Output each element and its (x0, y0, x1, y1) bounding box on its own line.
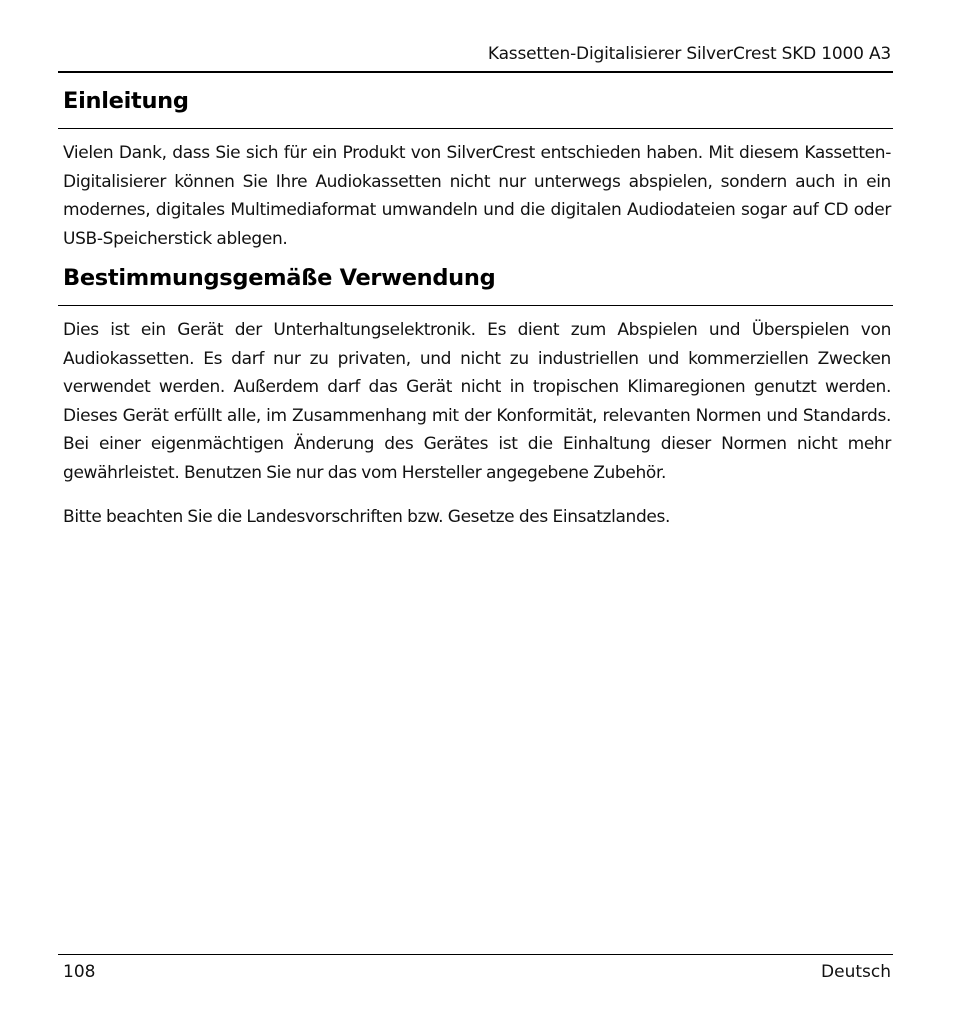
paragraph-landesvorschriften: Bitte beachten Sie die Landesvorschriften bzw. Gesetze des Einsatzlandes. (63, 507, 671, 527)
section-heading-verwendung: Bestimmungsgemäße Verwendung (63, 265, 496, 291)
page-number: 108 (63, 962, 96, 982)
section-heading-rule (58, 305, 893, 306)
header-rule (58, 71, 893, 73)
paragraph-einleitung: Vielen Dank, dass Sie sich für ein Produkt von SilverCrest entschieden haben. Mit diesem Kassetten-Digitalisierer können Sie Ihre Audiokassetten nicht nur unterwegs abspielen, sondern auch in ein modernes, digitales Multimediaformat umwandeln und die digitalen Audiodateien sogar auf CD oder USB-Speicherstick ablegen. (63, 143, 891, 249)
paragraph-verwendung: Dies ist ein Gerät der Unterhaltungselektronik. Es dient zum Abspielen und Überspielen von Audiokassetten. Es darf nur zu privaten, und nicht zu industriellen und kommerziellen Zwecken verwendet werden. Außerdem darf das Gerät nicht in tropischen Klimaregionen genutzt werden. Dieses Gerät erfüllt alle, im Zusammenhang mit der Konformität, relevanten Normen und Standards. Bei einer eigenmächtigen Änderung des Gerätes ist die Einhaltung dieser Normen nicht mehr gewährleistet. Benutzen Sie nur das vom Hersteller angegebene Zubehör. (63, 320, 891, 483)
running-header-title: Kassetten-Digitalisierer SilverCrest SKD 1000 A3 (487, 44, 891, 64)
footer-rule (58, 954, 893, 955)
section-heading-rule (58, 128, 893, 129)
section-heading-einleitung: Einleitung (63, 88, 189, 114)
footer-language: Deutsch (821, 962, 891, 982)
